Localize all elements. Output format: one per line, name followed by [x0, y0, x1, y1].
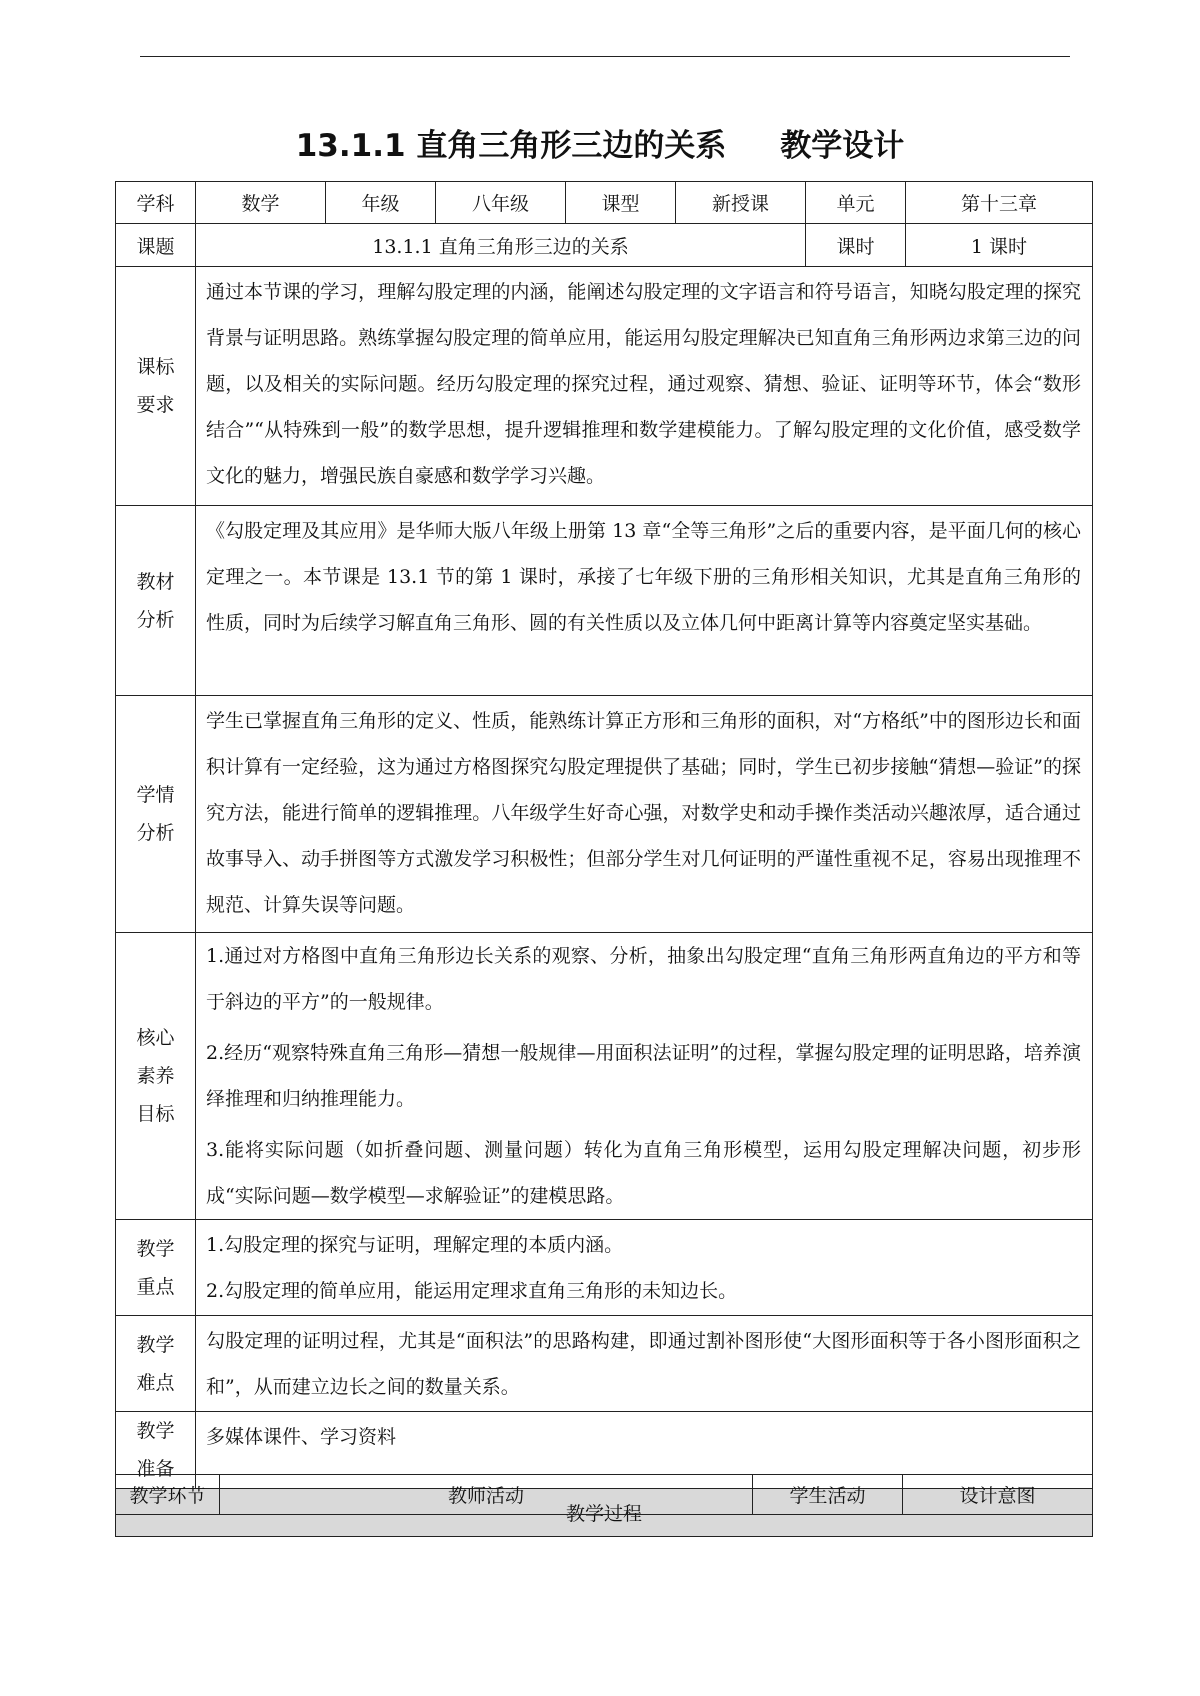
- topic-value: 13.1.1 直角三角形三边的关系: [196, 224, 806, 267]
- key-points-label: [116, 1220, 196, 1316]
- competency-goal-2: 2.经历“观察特殊直角三角形—猜想一般规律—用面积法证明”的过程，掌握勾股定理的证明思路，培养演绎推理和归纳推理能力。: [206, 1042, 1081, 1110]
- lesson-plan-table: [115, 181, 1093, 1537]
- difficulties-label-line-1: 教学: [136, 1333, 175, 1356]
- subject-value: 数学: [196, 182, 326, 224]
- competency-label: [116, 933, 196, 1220]
- process-columns-row: [116, 1475, 1093, 1515]
- key-points-list: [196, 1220, 1093, 1316]
- curriculum-label: [116, 267, 196, 506]
- stage-column-header: 教学环节: [116, 1475, 220, 1515]
- info-row-1: [116, 182, 1093, 224]
- competency-goal-3: 3.能将实际问题（如折叠问题、测量问题）转化为直角三角形模型，运用勾股定理解决问题，初步形成“实际问题—数学模型—求解验证”的建模思路。: [206, 1139, 1081, 1207]
- competency-label-line-3: 目标: [136, 1103, 175, 1125]
- process-header-table: [115, 1474, 1093, 1515]
- key-points-row: [116, 1220, 1093, 1316]
- textbook-row: [116, 506, 1093, 696]
- curriculum-row: [116, 267, 1093, 506]
- students-row: [116, 696, 1093, 933]
- teacher-column-header: 教师活动: [220, 1475, 753, 1515]
- competency-goals: [196, 933, 1093, 1220]
- type-label: 课型: [566, 182, 676, 224]
- competency-label-line-1: 核心: [136, 1027, 175, 1049]
- hours-value: 1 课时: [906, 224, 1093, 267]
- preparation-paragraph: 多媒体课件、学习资料: [206, 1426, 397, 1448]
- curriculum-text: [196, 267, 1093, 506]
- preparation-label-line-1: 教学: [136, 1420, 175, 1442]
- students-paragraph: 学生已掌握直角三角形的定义、性质，能熟练计算正方形和三角形的面积，对“方格纸”中的图形边长和面积计算有一定经验，这为通过方格图探究勾股定理提供了基础；同时，学生已初步接触“猜想—验证”的探究方法，能进行简单的逻辑推理。八年级学生好奇心强，对数学史和动手操作类活动兴趣浓厚，适合通过故事导入、动手拼图等方式激发学习积极性；但部分学生对几何证明的严谨性重视不足，容易出现推理不规范、计算失误等问题。: [206, 710, 1081, 916]
- curriculum-label-line-2: 要求: [136, 394, 175, 416]
- unit-value: 第十三章: [906, 182, 1093, 224]
- intent-column-header: 设计意图: [903, 1475, 1093, 1515]
- competency-label-line-2: 素养: [136, 1065, 175, 1087]
- difficulties-row: [116, 1316, 1093, 1412]
- topic-label: 课题: [116, 224, 196, 267]
- textbook-paragraph: 《勾股定理及其应用》是华师大版八年级上册第 13 章“全等三角形”之后的重要内容，是平面几何的核心定理之一。本节课是 13.1 节的第 1 课时，承接了七年级下册的三角形相关知识，尤其是直角三角形的性质，同时为后续学习解直角三角形、圆的有关性质以及立体几何中距离计算等内容奠定坚实基础。: [206, 520, 1081, 634]
- difficulties-label: [116, 1316, 196, 1412]
- unit-label: 单元: [806, 182, 906, 224]
- info-row-2: [116, 224, 1093, 267]
- type-value: 新授课: [676, 182, 806, 224]
- grade-label: 年级: [326, 182, 436, 224]
- curriculum-label-line-1: 课标: [136, 356, 175, 378]
- key-point-1: 1.勾股定理的探究与证明，理解定理的本质内涵。: [206, 1234, 624, 1256]
- key-point-2: 2.勾股定理的简单应用，能运用定理求直角三角形的未知边长。: [206, 1280, 738, 1302]
- competency-row: [116, 933, 1093, 1220]
- textbook-label-line-1: 教材: [136, 570, 175, 593]
- document-title: 13.1.1 直角三角形三边的关系 教学设计: [295, 128, 905, 164]
- hours-label: 课时: [806, 224, 906, 267]
- students-label-line-2: 分析: [136, 822, 175, 844]
- difficulties-paragraph: 勾股定理的证明过程，尤其是“面积法”的思路构建，即通过割补图形使“大图形面积等于各小图形面积之和”，从而建立边长之间的数量关系。: [206, 1330, 1081, 1398]
- curriculum-paragraph: 通过本节课的学习，理解勾股定理的内涵，能阐述勾股定理的文字语言和符号语言，知晓勾股定理的探究背景与证明思路。熟练掌握勾股定理的简单应用，能运用勾股定理解决已知直角三角形两边求第三边的问题，以及相关的实际问题。经历勾股定理的探究过程，通过观察、猜想、验证、证明等环节，体会“数形结合”“从特殊到一般”的数学思想，提升逻辑推理和数学建模能力。了解勾股定理的文化价值，感受数学文化的魅力，增强民族自豪感和数学学习兴趣。: [206, 281, 1081, 487]
- textbook-label: [116, 506, 196, 696]
- grade-value: 八年级: [436, 182, 566, 224]
- subject-label: 学科: [116, 182, 196, 224]
- student-column-header: 学生活动: [753, 1475, 903, 1515]
- preparation-label-line-2: 准备: [136, 1458, 175, 1480]
- key-points-label-line-1: 教学: [136, 1237, 175, 1260]
- students-label-line-1: 学情: [136, 784, 175, 806]
- process-heading: 教学过程: [116, 1489, 1093, 1537]
- difficulties-text: [196, 1316, 1093, 1412]
- key-points-label-line-2: 重点: [136, 1275, 175, 1298]
- students-text: [196, 696, 1093, 933]
- textbook-label-line-2: 分析: [136, 608, 175, 631]
- header-rule: [140, 56, 1070, 57]
- difficulties-label-line-2: 难点: [136, 1371, 175, 1394]
- textbook-text: [196, 506, 1093, 696]
- competency-goal-1: 1.通过对方格图中直角三角形边长关系的观察、分析，抽象出勾股定理“直角三角形两直角边的平方和等于斜边的平方”的一般规律。: [206, 945, 1081, 1013]
- students-label: [116, 696, 196, 933]
